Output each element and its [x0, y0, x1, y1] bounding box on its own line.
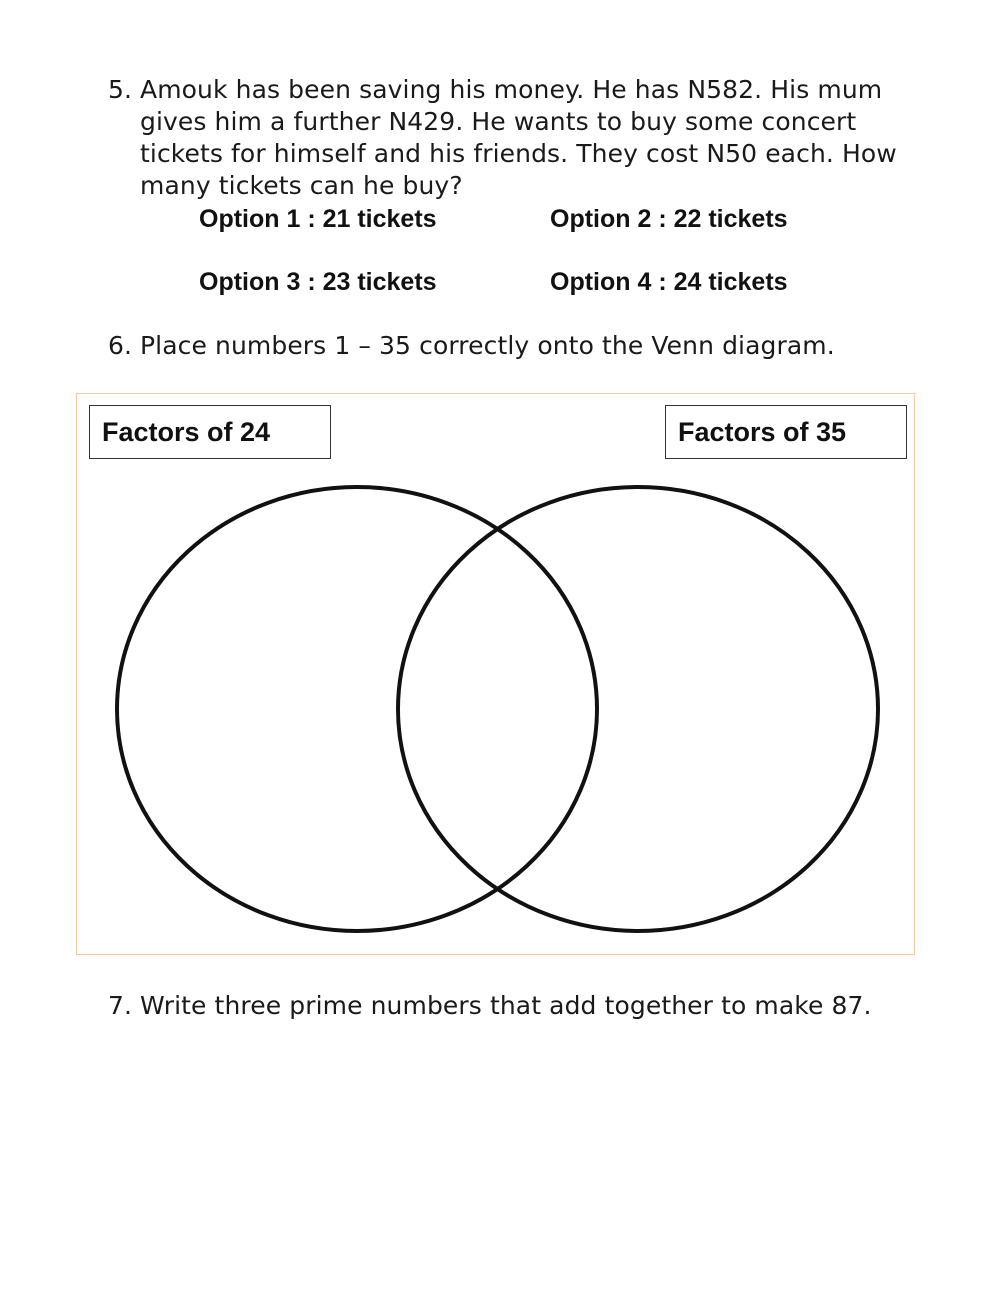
question-text-line: gives him a further N429. He wants to buy some concert [140, 107, 857, 136]
question-number: 6. [108, 331, 133, 360]
option-1[interactable]: Option 1 : 21 tickets [199, 205, 437, 233]
option-2[interactable]: Option 2 : 22 tickets [550, 205, 788, 233]
venn-label-factors-35: Factors of 35 [665, 405, 907, 459]
question-number: 5. [108, 75, 133, 104]
question-7 [108, 990, 898, 1022]
venn-circle-right[interactable] [398, 487, 878, 931]
option-4[interactable]: Option 4 : 24 tickets [550, 268, 788, 296]
venn-label-factors-24: Factors of 24 [89, 405, 331, 459]
question-text-line: many tickets can he buy? [140, 171, 463, 200]
question-text: Place numbers 1 – 35 correctly onto the Venn diagram. [140, 331, 835, 360]
question-number: 7. [108, 991, 133, 1020]
question-text: Write three prime numbers that add together to make 87. [140, 991, 872, 1020]
question-text-line: Amouk has been saving his money. He has N582. His mum [140, 75, 883, 104]
venn-circle-left[interactable] [117, 487, 597, 931]
option-3[interactable]: Option 3 : 23 tickets [199, 268, 437, 296]
question-text-line: tickets for himself and his friends. They cost N50 each. How [140, 139, 897, 168]
